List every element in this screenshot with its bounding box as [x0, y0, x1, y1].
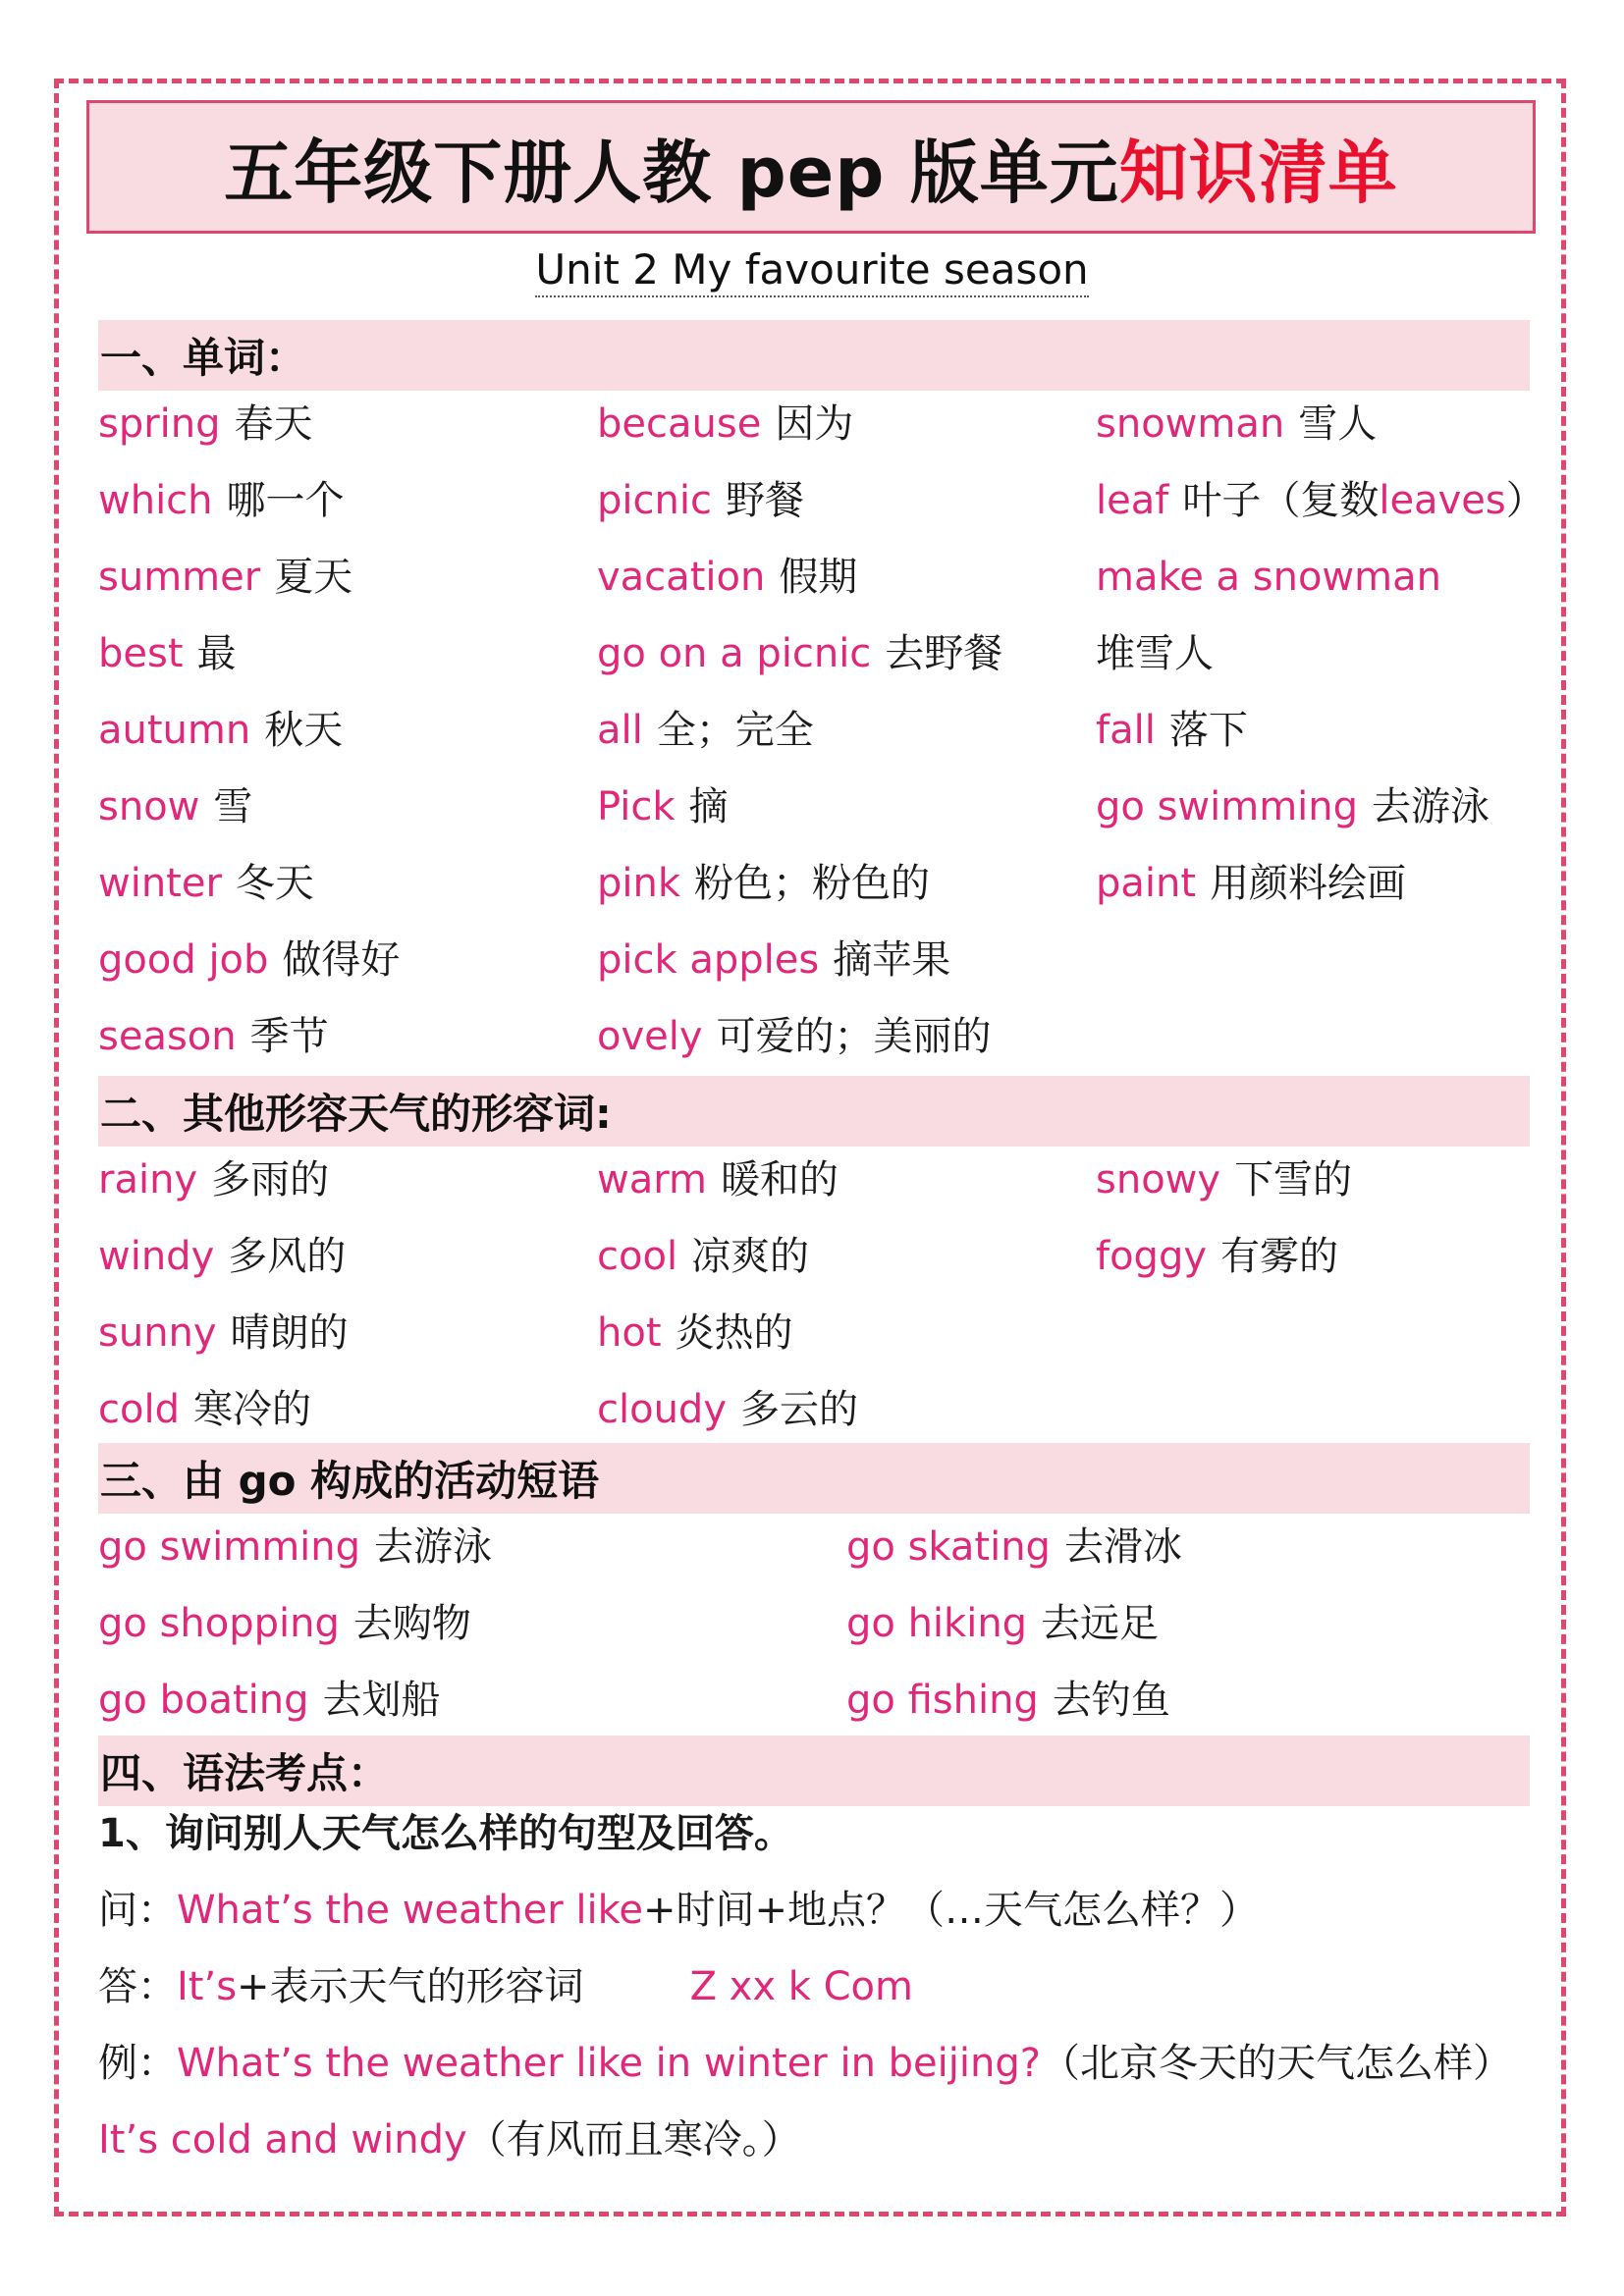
word-english: go on a picnic	[597, 631, 872, 676]
word-entry	[98, 1007, 329, 1066]
word-entry	[1096, 1227, 1338, 1286]
word-entry	[1096, 777, 1489, 836]
word-entry	[846, 1518, 1182, 1576]
word-english: winter	[98, 861, 222, 906]
list-row	[0, 931, 1624, 989]
word-chinese: ）	[1505, 478, 1545, 523]
word-english: go shopping	[98, 1601, 340, 1646]
grammar-question-line	[98, 1881, 1259, 1940]
section-header-vocabulary: 一、单词：	[98, 320, 1530, 391]
word-entry	[1096, 471, 1545, 530]
section-header-weather-adjectives: 二、其他形容天气的形容词:	[98, 1076, 1530, 1147]
list-row	[0, 395, 1624, 454]
word-entry	[98, 624, 237, 683]
word-chinese: 做得好	[282, 937, 401, 983]
list-row	[0, 1594, 1624, 1653]
example-answer-cn: （有风而且寒冷。）	[466, 2117, 801, 2163]
word-english: because	[597, 401, 762, 447]
word-entry	[98, 854, 314, 913]
word-english: pick apples	[597, 937, 820, 983]
list-row	[0, 1150, 1624, 1209]
grammar-example-answer-line	[98, 2110, 801, 2169]
word-english: cool	[597, 1234, 678, 1279]
word-entry	[597, 777, 729, 836]
word-entry	[597, 931, 950, 989]
word-entry	[597, 1007, 992, 1066]
unit-subtitle-text: Unit 2 My favourite season	[535, 245, 1088, 297]
question-label: 问：	[98, 1888, 177, 1933]
word-english: sunny	[98, 1310, 217, 1356]
word-english: windy	[98, 1234, 215, 1279]
word-chinese: 用颜料绘画	[1210, 861, 1407, 906]
list-row	[0, 701, 1624, 760]
list-row	[0, 1227, 1624, 1286]
word-entry	[98, 777, 252, 836]
word-english: ovely	[597, 1014, 703, 1059]
word-chinese: 多雨的	[211, 1157, 330, 1202]
word-english: season	[98, 1014, 237, 1059]
word-chinese: 下雪的	[1234, 1157, 1353, 1202]
word-english: go skating	[846, 1524, 1051, 1570]
word-chinese: 哪一个	[226, 478, 345, 523]
word-chinese: 因为	[775, 401, 854, 447]
word-entry	[1096, 548, 1455, 607]
list-row	[0, 854, 1624, 913]
question-pattern-en: What’s the weather like	[177, 1888, 643, 1933]
word-english: which	[98, 478, 213, 523]
word-chinese: 去钓鱼	[1052, 1678, 1170, 1723]
example-label: 例：	[98, 2041, 177, 2086]
word-entry	[597, 624, 1002, 683]
word-english: go boating	[98, 1678, 309, 1723]
word-chinese: 雪	[213, 784, 253, 829]
word-chinese: 去划船	[322, 1678, 441, 1723]
word-chinese: 野餐	[725, 478, 804, 523]
word-entry	[98, 931, 400, 989]
page-title	[224, 118, 1397, 217]
word-english: go swimming	[1096, 784, 1359, 829]
word-english: best	[98, 631, 184, 676]
word-english: paint	[1096, 861, 1197, 906]
word-entry	[98, 395, 313, 454]
word-chinese: 假期	[779, 555, 858, 600]
word-entry	[846, 1594, 1159, 1653]
word-chinese: 雪人	[1298, 401, 1378, 447]
word-english: snowman	[1096, 401, 1285, 447]
word-chinese: 秋天	[264, 708, 344, 753]
word-entry	[597, 548, 857, 607]
word-chinese: 最	[196, 631, 237, 676]
example-question-cn: （北京冬天的天气怎么样）	[1040, 2041, 1512, 2086]
list-row	[0, 624, 1624, 683]
word-entry	[98, 701, 343, 760]
word-chinese: 春天	[234, 401, 313, 447]
word-chinese: 去野餐	[885, 631, 1003, 676]
word-entry	[1096, 854, 1406, 913]
word-english: warm	[597, 1157, 707, 1202]
word-chinese: 寒冷的	[192, 1387, 311, 1432]
word-english: hot	[597, 1310, 662, 1356]
word-english: good job	[98, 937, 269, 983]
word-entry	[597, 1380, 858, 1439]
example-answer-en: It’s cold and windy	[98, 2117, 467, 2163]
word-english: snowy	[1096, 1157, 1221, 1202]
answer-label: 答：	[98, 1964, 177, 2009]
word-chinese: 叶子（复数	[1182, 478, 1380, 523]
word-english: vacation	[597, 555, 766, 600]
word-entry	[1096, 624, 1214, 683]
watermark-text: Z xx k Com	[689, 1964, 913, 2009]
grammar-answer-line	[98, 1957, 913, 2016]
word-chinese: 暖和的	[720, 1157, 839, 1202]
word-entry	[98, 1518, 492, 1576]
word-english: Pick	[597, 784, 676, 829]
word-entry	[597, 701, 814, 760]
word-english: summer	[98, 555, 261, 600]
word-chinese: 去购物	[352, 1601, 471, 1646]
word-english: autumn	[98, 708, 251, 753]
word-chinese: 可爱的；美丽的	[716, 1014, 992, 1059]
list-row	[0, 471, 1624, 530]
word-entry	[597, 1227, 809, 1286]
word-entry	[597, 854, 930, 913]
word-english: rainy	[98, 1157, 198, 1202]
title-part-black: 五年级下册人教 pep 版单元	[224, 132, 1119, 213]
word-entry	[597, 1150, 839, 1209]
word-english: fall	[1096, 708, 1156, 753]
word-chinese: 凉爽的	[691, 1234, 810, 1279]
list-row	[0, 1518, 1624, 1576]
title-part-red: 知识清单	[1118, 132, 1398, 213]
word-entry	[98, 1150, 329, 1209]
word-chinese: 去游泳	[374, 1524, 493, 1570]
word-entry	[1096, 701, 1248, 760]
word-entry	[597, 1304, 793, 1362]
section-header-grammar: 四、语法考点：	[98, 1735, 1530, 1806]
unit-subtitle	[0, 245, 1624, 294]
word-english: make a snowman	[1096, 555, 1441, 600]
word-entry	[98, 548, 352, 607]
word-chinese: 夏天	[274, 555, 353, 600]
word-chinese: 多风的	[228, 1234, 347, 1279]
question-pattern-cn: +时间+地点？（…天气怎么样？）	[642, 1888, 1259, 1933]
title-banner	[86, 100, 1536, 234]
answer-pattern-cn: +表示天气的形容词	[237, 1964, 584, 2009]
word-entry	[1096, 1150, 1352, 1209]
word-chinese: 摘苹果	[833, 937, 951, 983]
word-chinese: 季节	[249, 1014, 329, 1059]
list-row	[0, 1671, 1624, 1730]
word-chinese: 堆雪人	[1096, 631, 1214, 676]
word-english: all	[597, 708, 643, 753]
word-entry	[98, 471, 345, 530]
list-row	[0, 1380, 1624, 1439]
word-english: leaves	[1379, 478, 1506, 523]
grammar-example-line	[98, 2034, 1512, 2093]
word-english: cold	[98, 1387, 180, 1432]
word-chinese: 粉色；粉色的	[694, 861, 931, 906]
word-english: spring	[98, 401, 221, 447]
word-entry	[597, 395, 853, 454]
word-english: go swimming	[98, 1524, 361, 1570]
word-chinese: 多云的	[740, 1387, 858, 1432]
word-entry	[98, 1671, 441, 1730]
word-entry	[1096, 395, 1377, 454]
word-chinese: 落下	[1168, 708, 1248, 753]
word-english: foggy	[1096, 1234, 1208, 1279]
section-header-go-phrases: 三、由 go 构成的活动短语	[98, 1443, 1530, 1514]
word-chinese: 去远足	[1041, 1601, 1160, 1646]
list-row	[0, 777, 1624, 836]
word-chinese: 炎热的	[675, 1310, 793, 1356]
word-entry	[846, 1671, 1170, 1730]
list-row	[0, 548, 1624, 607]
word-chinese: 有雾的	[1220, 1234, 1339, 1279]
word-entry	[98, 1380, 311, 1439]
word-entry	[98, 1227, 346, 1286]
word-chinese: 晴朗的	[230, 1310, 349, 1356]
word-english: pink	[597, 861, 681, 906]
list-row	[0, 1304, 1624, 1362]
word-chinese: 冬天	[235, 861, 314, 906]
list-row	[0, 1007, 1624, 1066]
word-entry	[597, 471, 804, 530]
word-english: leaf	[1096, 478, 1169, 523]
word-english: picnic	[597, 478, 712, 523]
word-chinese: 去滑冰	[1063, 1524, 1182, 1570]
grammar-point-1: 1、询问别人天气怎么样的句型及回答。	[98, 1811, 793, 1856]
word-entry	[98, 1594, 471, 1653]
word-entry	[98, 1304, 349, 1362]
word-chinese: 摘	[688, 784, 729, 829]
word-english: cloudy	[597, 1387, 727, 1432]
word-chinese: 去游泳	[1372, 784, 1490, 829]
word-english: go hiking	[846, 1601, 1028, 1646]
example-question-en: What’s the weather like in winter in beijing?	[177, 2041, 1041, 2086]
word-chinese: 全；完全	[656, 708, 814, 753]
answer-pattern-en: It’s	[177, 1964, 238, 2009]
word-english: go fishing	[846, 1678, 1039, 1723]
word-english: snow	[98, 784, 200, 829]
